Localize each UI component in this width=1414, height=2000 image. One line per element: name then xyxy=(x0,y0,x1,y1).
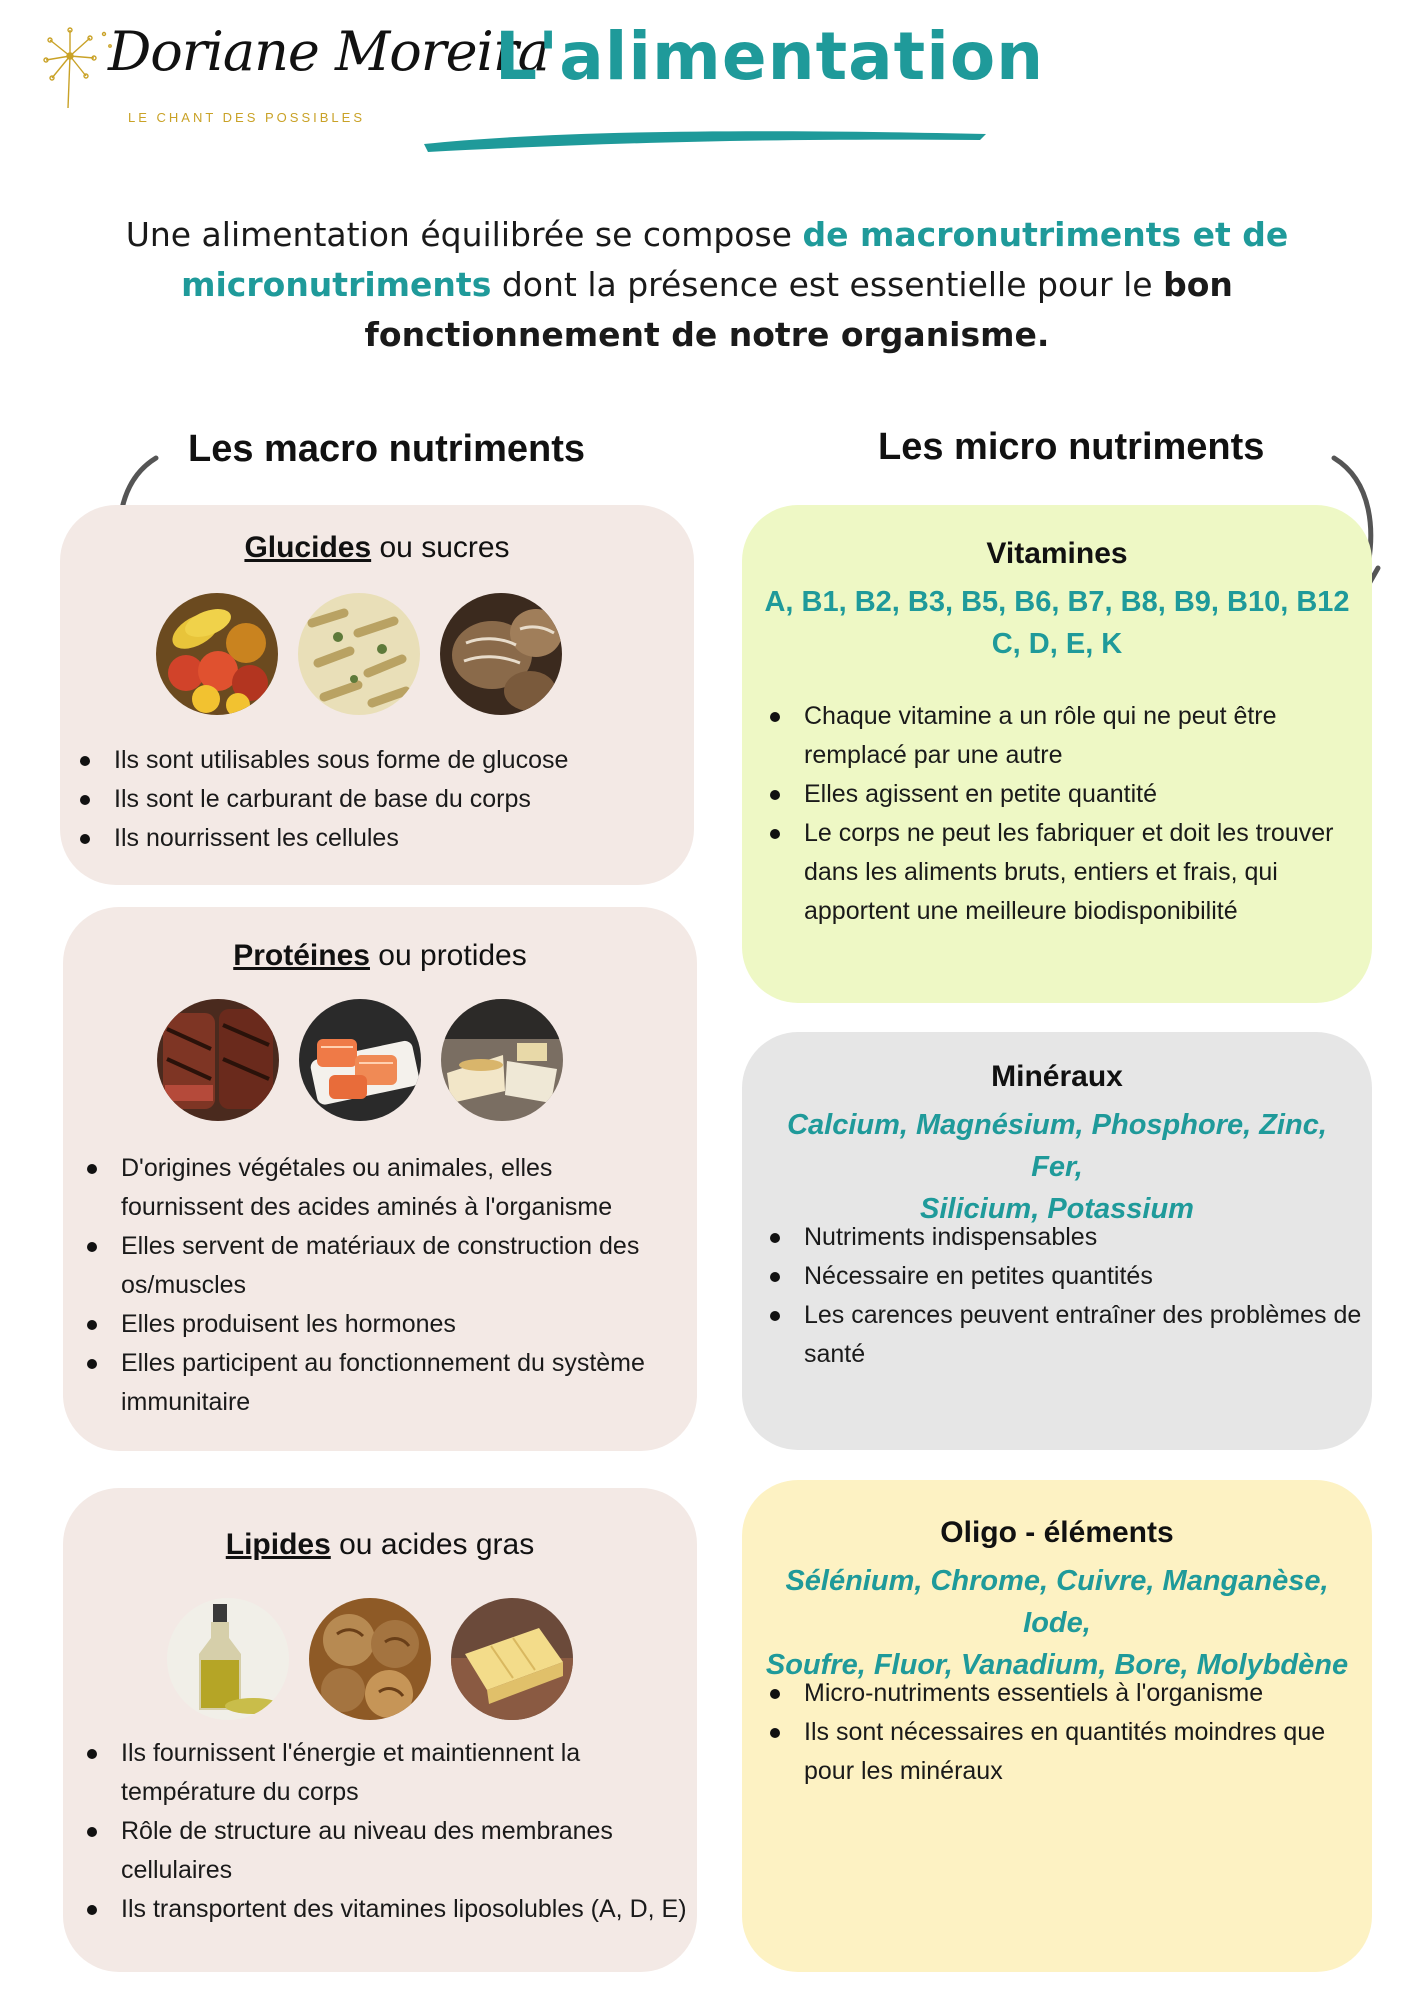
list-item: Rôle de structure au niveau des membranes cellulaires xyxy=(81,1812,693,1890)
list-item: Ils sont utilisables sous forme de glucose xyxy=(74,741,674,780)
glucides-title-sub: ou sucres xyxy=(371,531,510,564)
mineraux-list xyxy=(762,1104,1352,1230)
vitamines-bullets xyxy=(764,697,1358,931)
lipides-title xyxy=(63,1528,697,1562)
list-item: Elles produisent les hormones xyxy=(81,1305,681,1344)
title-underline-stroke xyxy=(420,120,990,156)
list-item: D'origines végétales ou animales, elles fournissent des acides aminés à l'organisme xyxy=(81,1149,681,1227)
lipides-card xyxy=(63,1488,697,1972)
mineraux-list-line-2: Silicium, Potassium xyxy=(920,1193,1194,1225)
intro-text-1: Une alimentation équilibrée se compose xyxy=(125,215,803,254)
photo-pain xyxy=(440,593,562,715)
page-title: L'alimentation xyxy=(495,18,1045,95)
lipides-bullets xyxy=(81,1734,693,1929)
photo-pates xyxy=(298,593,420,715)
list-item: Nécessaire en petites quantités xyxy=(764,1257,1364,1296)
photo-fromage xyxy=(441,999,563,1121)
list-item: Le corps ne peut les fabriquer et doit les trouver dans les aliments bruts, entiers et frais, qui apportent une meilleure biodisponibilité xyxy=(764,814,1358,931)
photo-saumon xyxy=(299,999,421,1121)
dandelion-icon xyxy=(40,22,116,112)
proteines-title xyxy=(63,939,697,973)
list-item: Chaque vitamine a un rôle qui ne peut être remplacé par une autre xyxy=(764,697,1358,775)
glucides-title xyxy=(60,531,694,565)
intro-bold-2: fonctionnement de notre organisme. xyxy=(364,315,1050,354)
oligo-card xyxy=(742,1480,1372,1972)
intro-highlight-1: de macronutriments et de xyxy=(802,215,1289,254)
list-item: Elles participent au fonctionnement du système immunitaire xyxy=(81,1344,681,1422)
logo-name: Doriane Moreira xyxy=(108,20,549,83)
photo-huile xyxy=(167,1598,289,1720)
list-item: Elles servent de matériaux de construction des os/muscles xyxy=(81,1227,681,1305)
logo-tagline: LE CHANT DES POSSIBLES xyxy=(128,110,365,125)
oligo-list xyxy=(762,1560,1352,1686)
list-item: Ils sont nécessaires en quantités moindres que pour les minéraux xyxy=(764,1713,1364,1791)
lipides-title-sub: ou acides gras xyxy=(330,1528,535,1561)
list-item: Nutriments indispensables xyxy=(764,1218,1364,1257)
mineraux-bullets xyxy=(764,1218,1364,1374)
oligo-bullets xyxy=(764,1674,1364,1791)
list-item: Les carences peuvent entraîner des problèmes de santé xyxy=(764,1296,1364,1374)
list-item: Ils sont le carburant de base du corps xyxy=(74,780,674,819)
proteines-card xyxy=(63,907,697,1451)
vitamines-list-line-2: C, D, E, K xyxy=(991,628,1123,660)
proteines-title-main: Protéines xyxy=(233,939,370,972)
photo-fruits xyxy=(156,593,278,715)
intro-highlight-2: micronutriments xyxy=(181,265,492,304)
intro-bold-1: bon xyxy=(1163,265,1233,304)
photo-viande xyxy=(157,999,279,1121)
macro-heading: Les macro nutriments xyxy=(188,428,585,470)
vitamines-card xyxy=(742,505,1372,1003)
glucides-card xyxy=(60,505,694,885)
list-item: Elles agissent en petite quantité xyxy=(764,775,1358,814)
glucides-title-main: Glucides xyxy=(244,531,372,564)
list-item: Ils transportent des vitamines liposolubles (A, D, E) xyxy=(81,1890,693,1929)
list-item: Micro-nutriments essentiels à l'organisme xyxy=(764,1674,1364,1713)
logo xyxy=(40,14,549,134)
list-item: Ils nourrissent les cellules xyxy=(74,819,674,858)
vitamines-list-line-1: A, B1, B2, B3, B5, B6, B7, B8, B9, B10, B12 xyxy=(764,586,1350,618)
proteines-title-sub: ou protides xyxy=(369,939,527,972)
mineraux-card xyxy=(742,1032,1372,1450)
glucides-bullets xyxy=(74,741,674,858)
micro-heading: Les micro nutriments xyxy=(878,426,1265,468)
intro-text-2: dont la présence est essentielle pour le xyxy=(491,265,1164,304)
proteines-bullets xyxy=(81,1149,681,1422)
photo-noix xyxy=(309,1598,431,1720)
list-item: Ils fournissent l'énergie et maintiennent la température du corps xyxy=(81,1734,693,1812)
vitamines-list xyxy=(762,581,1352,665)
vitamines-title: Vitamines xyxy=(986,537,1128,570)
intro-paragraph xyxy=(80,210,1334,360)
lipides-title-main: Lipides xyxy=(225,1528,331,1561)
photo-beurre xyxy=(451,1598,573,1720)
mineraux-list-line-1: Calcium, Magnésium, Phosphore, Zinc, Fer, xyxy=(787,1109,1327,1183)
mineraux-title: Minéraux xyxy=(991,1060,1123,1093)
oligo-list-line-2: Soufre, Fluor, Vanadium, Bore, Molybdène xyxy=(765,1649,1349,1681)
oligo-title: Oligo - éléments xyxy=(940,1516,1174,1549)
oligo-list-line-1: Sélénium, Chrome, Cuivre, Manganèse, Iode, xyxy=(785,1565,1329,1639)
